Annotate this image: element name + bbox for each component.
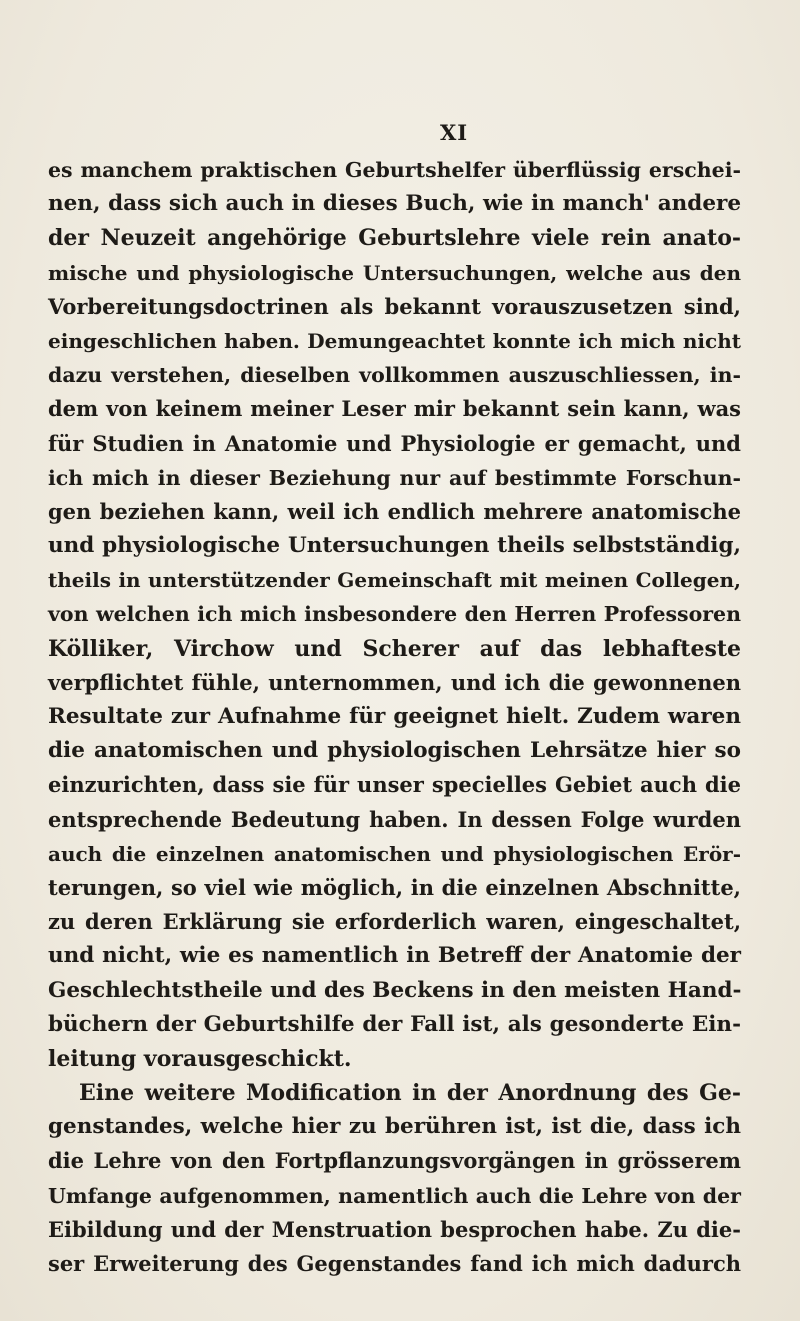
text-line: terungen, so viel wie möglich, in die einzelnen Abschnitte, [48, 874, 741, 900]
text-line: genstandes, welche hier zu berühren ist, ist die, dass ich [48, 1114, 741, 1140]
text-line: Geschlechtstheile und des Beckens in den meisten Hand- [48, 977, 742, 1003]
text-line: Kölliker, Virchow und Scherer auf das lebhafteste [48, 635, 741, 662]
text-line-paragraph-end: leitung vorausgeschickt. [48, 1045, 352, 1072]
text-line: Umfange aufgenommen, namentlich auch die Lehre von der [48, 1183, 741, 1208]
page-number: XI [440, 120, 469, 145]
text-line: theils in unterstützender Gemeinschaft mit meinen Collegen, [48, 568, 741, 593]
text-line: mische und physiologische Untersuchungen, welche aus den [48, 260, 741, 285]
text-line: ich mich in dieser Beziehung nur auf bestimmte Forschun- [48, 465, 741, 490]
text-line: eingeschlichen haben. Demungeachtet konnte ich mich nicht [48, 328, 741, 353]
text-line: für Studien in Anatomie und Physiologie er gemacht, und [48, 430, 741, 456]
text-line: von welchen ich mich insbesondere den Herren Professoren [48, 602, 741, 627]
text-line: die anatomischen und physiologischen Lehrsätze hier so [48, 738, 741, 764]
text-line: und nicht, wie es namentlich in Betreff der Anatomie der [48, 943, 741, 969]
text-line: Resultate zur Aufnahme für geeignet hielt. Zudem waren [48, 704, 741, 729]
text-line: und physiologische Untersuchungen theils selbstständig, [48, 533, 741, 559]
text-line-paragraph-start: Eine weitere Modification in der Anordnung des Ge- [79, 1080, 741, 1107]
text-line: Vorbereitungsdoctrinen als bekannt vorauszusetzen sind, [48, 293, 741, 319]
text-line: dazu verstehen, dieselben vollkommen auszuschliessen, in- [48, 363, 741, 388]
text-line: gen beziehen kann, weil ich endlich mehrere anatomische [48, 498, 741, 524]
text-line: es manchem praktischen Geburtshelfer überflüssig erschei- [48, 158, 741, 182]
text-line: der Neuzeit angehörige Geburtslehre viele rein anato- [48, 225, 741, 252]
text-line: zu deren Erklärung sie erforderlich waren, eingeschaltet, [48, 909, 741, 935]
text-line: entsprechende Bedeutung haben. In dessen Folge wurden [48, 806, 741, 832]
text-line: ser Erweiterung des Gegenstandes fand ich mich dadurch [48, 1251, 741, 1276]
text-line: Eibildung und der Menstruation besprochen habe. Zu die- [48, 1216, 741, 1242]
text-line: auch die einzelnen anatomischen und physiologischen Erör- [48, 841, 741, 866]
text-line: büchern der Geburtshilfe der Fall ist, als gesonderte Ein- [48, 1011, 741, 1037]
text-line: dem von keinem meiner Leser mir bekannt sein kann, was [48, 396, 741, 422]
body-text [48, 153, 741, 1281]
text-line: verpflichtet fühle, unternommen, und ich die gewonnenen [48, 669, 741, 695]
text-line: die Lehre von den Fortpflanzungsvorgängen in grösserem [48, 1148, 741, 1174]
text-line: einzurichten, dass sie für unser specielles Gebiet auch die [48, 772, 741, 798]
text-line: nen, dass sich auch in dieses Buch, wie in manch' andere [48, 191, 741, 217]
